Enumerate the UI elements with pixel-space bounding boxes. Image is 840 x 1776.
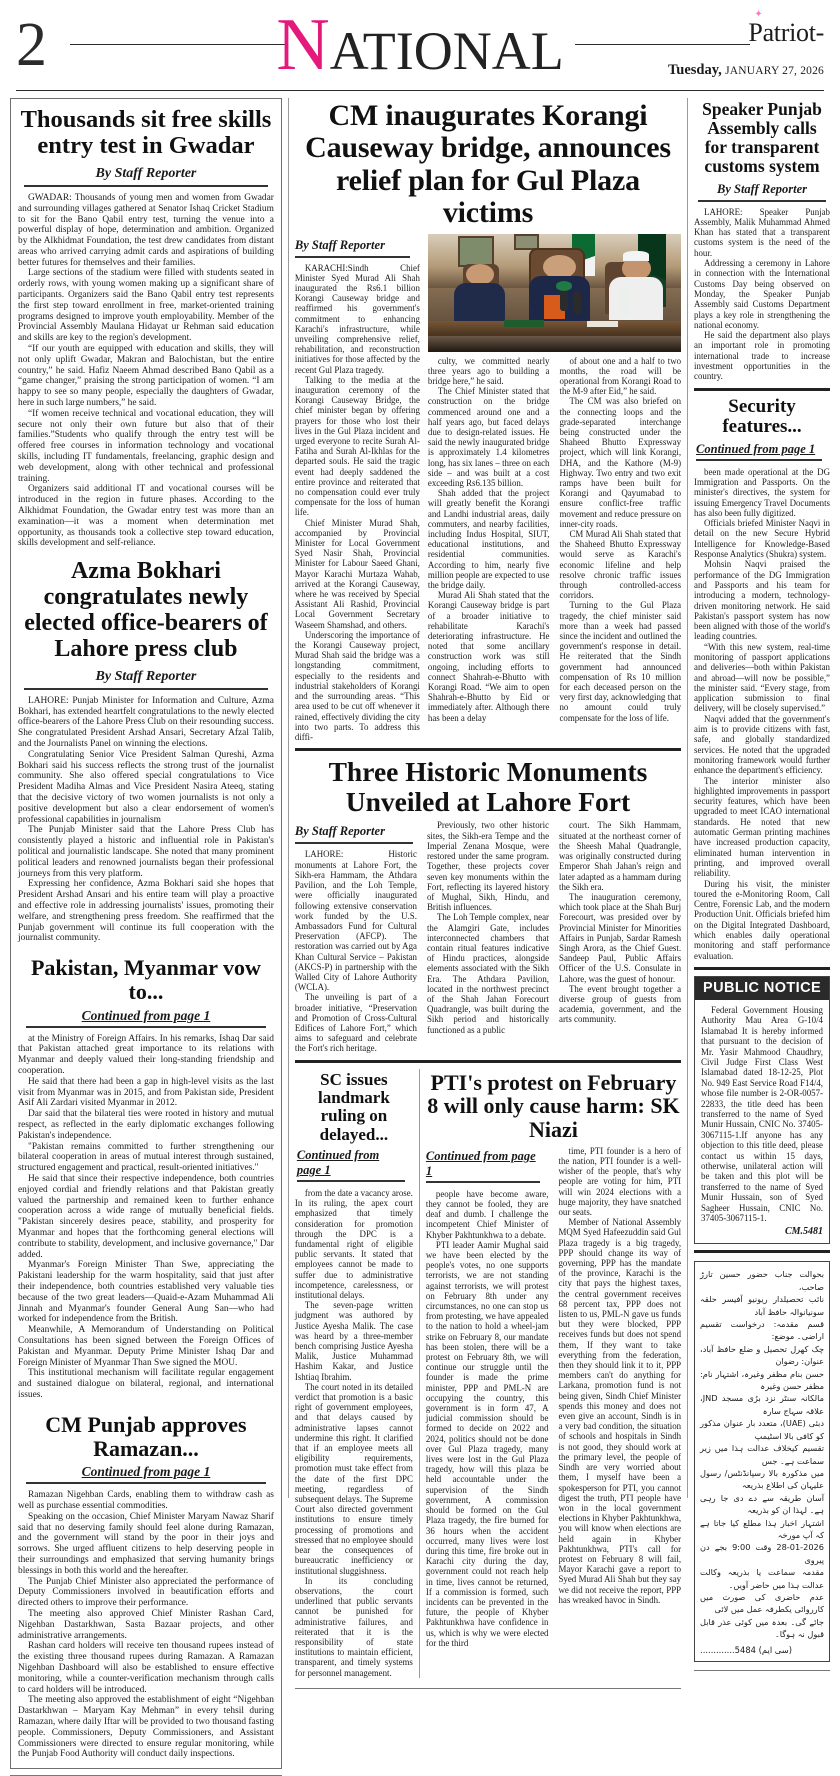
- urdu-public-notice-box: [694, 1261, 830, 1661]
- paragraph: Myanmar's Foreign Minister Than Swe, appreciating the Pakistani leadership for the warm hospitality, said that just after their independence, both countries established very valuable ties because of the two great leaders—Quaid-e-Azam Muhammad Ali Jinnah and Myanmar's founder General Aung San—who had worked for independence from the British.: [18, 1260, 274, 1325]
- urdu-line: مالکانہ سنٹر نزد بڑی مسجد JND، علاقہ سہاج سارہ: [700, 1393, 824, 1416]
- urdu-line: چک کھرل تحصیل و ضلع حافظ آباد، عنوان: رضوان: [700, 1343, 824, 1367]
- continued-from-cm-punjab: Continued from page 1: [26, 1464, 266, 1484]
- section-divider: [295, 1060, 681, 1063]
- public-notice-box: [694, 976, 830, 1245]
- paragraph: Murad Ali Shah stated that the Korangi Causeway bridge is part of a broader initiative to rehabilitate Karachi's deteriorating infrastructure. He noted that some ancillary construction work was still ongoing, including efforts to connect Shahrah-e-Bhutto with Korangi Road. “We aim to open Shahrah-e-Bhutto by Eid or immediately after. Although there has been a delay: [427, 590, 550, 723]
- paragraph: GWADAR: Thousands of young men and women from Gwadar and surrounding villages gathered at Senator Ishaq Cricket Stadium to sit for the Bano Qabil entry test, turning the venue into a powerful display of hope, determination and ambition. Organized by the Alkhidmat Foundation, the test drew candidates from distant areas who arrived carrying admit cards and aspirations of building better futures for themselves and their families.: [18, 192, 274, 268]
- paragraph: In its concluding observations, the court underlined that public servants cannot be punished for administrative failures, and reiterated that it is the responsibility of state institutions to maintain efficient, transparent, and timely systems for personnel management.: [294, 1575, 413, 1678]
- dateline: [668, 62, 824, 79]
- paragraph: Officials briefed Minister Naqvi in detail on the new Secure Hybrid Intelligence for Knowledge-Based Response Analytics (Shukra) system.: [694, 518, 830, 560]
- headline-security-features: Security features...: [722, 395, 802, 438]
- paragraph: Meanwhile, A Memorandum of Understanding on Political Consultations has been signed between the Foreign Offices of Pakistan and Myanmar. Deputy Prime Minister Ishaq Dar and Foreign Minister of Myanmar Than Swe signed the MOU.: [18, 1325, 274, 1368]
- byline-azma-bokhari: By Staff Reporter: [24, 667, 268, 690]
- section-title-initial: N: [276, 4, 330, 86]
- continued-from-pti: Continued from page 1: [426, 1149, 541, 1183]
- headline-cm-punjab-ramazan: CM Punjab approves Ramazan...: [45, 1411, 247, 1461]
- paragraph: The meeting also approved Chief Minister Rashan Card, Nigehban Dastarkhwan, Sasta Bazaar projects, and other administrative arrangements.: [18, 1609, 274, 1641]
- headline-korangi-causeway: CM inaugurates Korangi Causeway bridge, announces relief plan for Gul Plaza victims: [305, 99, 671, 230]
- headline-sc-ruling: SC issues landmark ruling on delayed...: [317, 1069, 390, 1144]
- brand-block: [667, 9, 824, 79]
- paragraph: This institutional mechanism will facilitate regular engagement and sustained dialogue on bilateral, regional, and international issues.: [18, 1368, 274, 1400]
- byline-gwadar-skills: By Staff Reporter: [24, 164, 268, 187]
- photo-murad-ali-shah-press-conference: [428, 234, 681, 352]
- paragraph: court. The Sikh Hammam, situated at the northeast corner of the Sheesh Mahal Quadrangle, was originally constructed during Emperor Shah Jahan's reign and later adapted as a hammam during the Sikh era.: [559, 820, 682, 892]
- masthead: [10, 4, 830, 92]
- dateline-date: JANUARY 27, 2026: [725, 65, 824, 77]
- paragraph: of about one and a half to two months, the road will be operational from Korangi Road to the M-9 after Eid,” he said.: [559, 355, 682, 397]
- brand-label: Patriot: [748, 18, 816, 47]
- paragraph: Large sections of the stadium were filled with students seated in orderly rows, with young women making up a significant share of participants. Organizers said the Bano Qabil entry test represents the first step toward enrollment in free, market-oriented training programs designed to improve youth employability. Member of the Provincial Assembly Maulana Hidayat ur Rehman said education and skills are key to the region's development.: [18, 268, 274, 344]
- section-divider: [694, 967, 830, 970]
- urdu-line: قسم مقدمہ: درخواست تقسیم اراضی۔ موضع:: [700, 1319, 824, 1342]
- monuments-col-1: [295, 820, 417, 1053]
- urdu-line: 28-01-2026 وقت 9:00 بجے دن پیروی: [700, 1542, 824, 1565]
- paragraph: The event brought together a diverse group of guests from academia, government, and the arts community.: [559, 983, 682, 1025]
- paragraph: Organizers said additional IT and vocational courses will be introduced in the region in future phases. According to the Alkhidmat Foundation, the Gwadar entry test was more than an examination—it was a moment when determination met opportunity, as thousands took a collective step toward education, skills development and self-reliance.: [18, 484, 274, 549]
- paragraph: Shah added that the project will greatly benefit the Korangi and Landhi industrial areas, daily commuters, and nearby facilities, including Indus Hospital, SIUT, educational institutions, and residential communities. According to him, nearly five million people are expected to use the bridge daily.: [427, 488, 550, 591]
- monuments-col-3: [559, 820, 681, 1053]
- public-notice-body: [695, 1000, 829, 1244]
- byline-speaker-punjab: By Staff Reporter: [698, 180, 826, 202]
- lead-text-col-3: [559, 356, 681, 723]
- headline-pti-protest: PTI's protest on February 8 will only cause harm: SK Niazi: [427, 1069, 680, 1143]
- section-divider: [295, 748, 681, 751]
- lead-photo-and-cols: [428, 234, 681, 743]
- pti-col-2: [558, 1146, 681, 1648]
- paragraph: He said that since their respective independence, both countries enjoyed cordial and friendly relations and that Pakistan greatly valued the partnership and remained keen to further enhance cooperation across a wide range of mutually beneficial fields. "Pakistan sincerely desires peace, stability, and prosperity for Myanmar and hopes that the forthcoming general elections will contribute to stability, development, and inclusive governance," Dar added.: [18, 1174, 274, 1260]
- continued-from-security: Continued from page 1: [696, 442, 822, 461]
- paragraph: The meeting also approved the establishment of eight “Nigehban Dastarkhwan – Maryam Kay Mehman” in every tehsil during Ramazan, where daily Iftar will be provided to two thousand fasting people. Commissioners, Deputy Commissioners, and Assistant Commissioners were directed to ensure regular monitoring, while the Punjab Food Authority will conduct daily inspections.: [18, 1695, 274, 1760]
- paragraph: "Pakistan remains committed to further strengthening our bilateral cooperation in areas of mutual interest through sustained, structured engagement and practical, result-oriented initiatives.": [18, 1141, 274, 1174]
- spacer: [417, 820, 427, 1053]
- monuments-col-2: [427, 820, 549, 1053]
- paragraph: The Loh Temple complex, near the Alamgiri Gate, includes interconnected chambers that contain ritual features indicative of Hindu practices, alongside elements associated with the Sikh Era. The Athdara Pavilion, located in the northwest precinct of the Shah Jahan Forecourt Quadrangle, was built during the Sikh period and historically functioned as a public: [426, 912, 550, 1035]
- paragraph: Talking to the media at the inauguration ceremony of the Korangi Causeway Bridge, the chief minister began by offering prayers for those who lost their lives in the Gul Plaza incident and urged everyone to recite Surah Al-Fatiha and Surah Al-Ikhlas for the departed souls. He said the tragic event had deeply saddened the entire province and reiterated that no compensation could ever truly compensate for the loss of human life.: [294, 374, 420, 518]
- spacer: [549, 356, 559, 723]
- urdu-line: حسن بنام مظفر وغیرہ، اشتہار نام: مظفر حسن وغیرہ: [700, 1368, 824, 1392]
- byline-monuments: By Staff Reporter: [295, 822, 413, 844]
- paragraph: Chief Minister Murad Shah, accompanied by Provincial Minister for Local Government Syed Nasir Shah, Provincial Minister for Labour Saeed Ghani, Mayor Karachi Murtaza Wahab, arrived at the Korangi Causeway, where he was received by Special Assistant Ali Rashid, Provincial Local Government Secretary Waseem Shamshad, and others.: [294, 517, 420, 630]
- dateline-day: Tuesday,: [667, 62, 722, 78]
- left-column: [10, 98, 288, 1760]
- paragraph: Underscoring the importance of the Korangi Causeway project, Murad Shah said the bridge was a longstanding commitment, especially to the residents and industrial stakeholders of Korangi and the surrounding areas. “This area used to be cut off whenever it rained, effectively dividing the city into two parts. To address this diffi-: [294, 629, 420, 742]
- paragraph: Expressing her confidence, Azma Bokhari said she hopes that President Arshad Ansari and his entire team will play a proactive and effective role in addressing journalists' issues, promoting their welfare, and strengthening press freedom. She reaffirmed that the Punjab government will continue its full cooperation with the journalist community.: [18, 879, 274, 944]
- paragraph: Naqvi added that the government's aim is to provide citizens with fast, safe, and globally standardized services. He noted that the upgraded monitoring framework would further enhance the department's efficiency.: [694, 713, 830, 776]
- paragraph: He said the department also plays an important role in promoting international trade to increase investment opportunities in the country.: [694, 330, 830, 382]
- paragraph: The inauguration ceremony, which took place at the Shah Burj Forecourt, was presided over by Provincial Minister for Minorities Affairs in Punjab, Sardar Ramesh Singh Arora, as the Chief Guest. Sandeep Paul, Public Affairs Officer of the U.S. Consulate in Lahore, was the guest of honour.: [559, 891, 682, 984]
- paragraph: The CM was also briefed on the connecting loops and the grade-separated interchange being constructed under the Shaheed Bhutto Expressway project, which will link Korangi, DHA, and the Kathore (M-9) Highway. Two entry and two exit ramps have been built for Korangi and Qayumabad to ensure conflict-free traffic movement and reduce pressure on inner-city roads.: [559, 396, 682, 529]
- page-grid: [10, 98, 830, 1760]
- paragraph: LAHORE: Punjab Minister for Information and Culture, Azma Bokhari, has extended heartfelt congratulations to the newly elected office-bearers of the Lahore Press Club on their resounding success. She congratulated President Arshad Ansari, Secretary Afzal Talib, and the Journalists Panel on winning the elections.: [18, 695, 274, 750]
- paragraph: from the date a vacancy arose. In its ruling, the apex court emphasized that timely consideration for promotion through the DPC is a fundamental right of eligible public servants. It stated that employees cannot be made to suffer due to administrative incompetence, carelessness, or institutional delays.: [294, 1187, 413, 1301]
- paragraph: Previously, two other historic sites, the Sikh-era Tempe and the Imperial Zenana Mosque, were restored under the same program. Together, these projects cover seven key monuments within the Fort, reflecting its layered history of Mughal, Sikh, Hindu, and British influences.: [426, 820, 550, 913]
- paragraph: Ramazan Nigehban Cards, enabling them to withdraw cash as well as purchase essential commodities.: [18, 1490, 274, 1512]
- masthead-bottom-rule: [16, 90, 824, 91]
- headline-azma-bokhari: Azma Bokhari congratulates newly elected office-bearers of Lahore press club: [24, 558, 268, 662]
- middle-column-footer-rule: [295, 1688, 681, 1689]
- section-title-rest: ATIONAL: [329, 21, 564, 81]
- paragraph: Congratulating Senior Vice President Salman Qureshi, Azma Bokhari said his success reflects the strong trust of the journalist community. She also offered special congratulations to Vice President Madiha Almas and Vice President Nasira Ateeq, stating that the decisive victory of two women journalists is not only a positive development but also a clear endorsement of women's professional capabilities in journalism: [18, 749, 274, 825]
- paragraph: culty, we committed nearly three years ago to building a bridge here,” he said.: [427, 355, 550, 386]
- right-column: [688, 98, 830, 1655]
- paragraph: LAHORE: Historic monuments at Lahore Fort, the Sikh-era Hammam, the Athdara Pavilion, and the Loh Temple, were officially inaugurated following extensive conservation work funded by the U.S. Ambassadors Fund for Cultural Preservation (AFCP). The restoration was carried out by Aga Khan Cultural Service – Pakistan (AKCS-P) in partnership with the Walled City of Lahore Authority (WCLA).: [294, 849, 417, 993]
- paragraph: Dar said that the bilateral ties were rooted in history and mutual respect, as reflected in the early diplomatic exchanges following Pakistan's independence.: [18, 1109, 274, 1141]
- headline-pakistan-myanmar: Pakistan, Myanmar vow to...: [30, 955, 261, 1004]
- brand-name: [748, 9, 824, 48]
- urdu-line: میں مذکورہ بالا رسپانڈنٹس/ رسول علیہان کی اطلاع بذریعہ: [700, 1467, 824, 1491]
- paragraph: The Punjab Minister said that the Lahore Press Club has consistently played a historic and influential role in Pakistan's political and journalistic landscape. She noted that many prominent political leaders and renowned journalists began their professional journeys from this very platform.: [18, 825, 274, 879]
- lead-text-col-1: [295, 234, 420, 743]
- paragraph: people have become aware, they cannot be fooled, they are deaf and dumb. I challenge the incompetent Chief Minister of Khyber Pakhtunkhwa to a debate.: [425, 1188, 549, 1240]
- urdu-line: دبئی (UAE)، متعدد بار عنوان مذکور کو کافی بالا اسٹیمپ: [700, 1418, 824, 1441]
- middle-column: [289, 98, 687, 1678]
- paragraph: The Chief Minister stated that construction on the bridge commenced around one and a half years ago, but faced delays due to design-related issues. He said the newly inaugurated bridge is approximately 1.4 kilometres long, has six lanes – three on each side – and was built at a cost exceeding Rs6.135 billion.: [427, 386, 550, 488]
- paragraph: The unveiling is part of a broader initiative, “Preservation and Promotion of Cross-Cultural Edifices of Lahore Fort,” which aims to safeguard and celebrate the Fort's rich heritage.: [294, 992, 417, 1054]
- urdu-notice-ref: (سی ایم) 5484.............: [700, 1644, 793, 1655]
- paragraph: Addressing a ceremony in Lahore in connection with the International Customs Day being observed on Monday, the Speaker Punjab Assembly said Customs Department plays a key role in strengthening the national economy.: [694, 258, 830, 330]
- paragraph: been made operational at the DG Immigration and Passports. On the minister's directives, the system for issuing Emergency Travel Documents has also been fully digitized.: [694, 466, 830, 518]
- urdu-line: عدم حاضری کی صورت میں کارروائی یکطرفہ عمل میں لائی: [700, 1591, 824, 1615]
- masthead-rule-left: [70, 44, 285, 45]
- paragraph: at the Ministry of Foreign Affairs. In his remarks, Ishaq Dar said that Pakistan attached great importance to its relations with Myanmar and deeply valued their long-standing friendship and cooperation.: [18, 1033, 274, 1077]
- page-title: [276, 4, 564, 86]
- paragraph: During his visit, the minister toured the e-Monitoring Room, Call Centre, Forensic Lab, and the modern Production Unit. Officials briefed him on the Digital Integrated Dashboard, which enables daily operational monitoring and staff performance evaluation.: [694, 878, 830, 961]
- paragraph: PTI leader Aamir Mughal said we have been elected by the people's votes, no one supports terrorists, we are not standing against terrorists, we will protest on February 8th under any circumstances, no one can stop us from protesting, we have appealed to the nation to hold a wheel-jam strike on February 8, our mandate has been stolen, there will be a protest on February 8th, we will continue our struggle until the founder is made the prime minister, PPP and PML-N are occupying the country, this government is in form 47, A judicial commission should be formed to decide on 2022 and 2024, politics should not be done over Gul Plaza tragedy, many lives were lost in the Gul Plaza tragedy, how will this plaza be held accountable under the supervision of the Sindh government, A commission should be formed on the Gul Plaza tragedy, the fire burned for 36 hours when the accident occurred, many lives were lost during this time, fire broke out in Karachi city during the day, government could not reach help in time, lives cannot be returned, If a commission is formed, such incidents can be prevented in the future, the people of Khyber Pakhtunkhwa have confidence in us, which is why we were elected for the third: [425, 1239, 549, 1648]
- spacer: [549, 820, 559, 1053]
- urdu-line: آسان طریقہ سے دے دی جا رہی ہے۔ لہذا ان کو بذریعہ: [700, 1492, 824, 1516]
- pti-col-1: [426, 1146, 549, 1648]
- brand-dash: -: [815, 18, 824, 47]
- right-column-footer-rule: [694, 1670, 830, 1671]
- urdu-line: اشتہار اخبار ہذا مطلع کیا جاتا ہے کہ آپ مورخہ: [700, 1517, 824, 1540]
- paragraph: The interior minister also highlighted improvements in passport security features, which have been upgraded to meet ICAO international standards. He noted that new automatic German printing machines have increased production capacity, eliminated human intervention in printing, and improved overall reliability.: [694, 775, 830, 879]
- section-divider: [694, 388, 830, 391]
- paragraph: LAHORE: Speaker Punjab Assembly, Malik Muhammad Ahmed Khan has stated that a transparent customs system is the need of the hour.: [694, 206, 830, 258]
- paragraph: Mohsin Naqvi praised the performance of the DG Immigration and Passports and his team for introducing a modern, technology-driven monitoring network. He said Pakistan's passport system has now been aligned with those of the world's leading countries.: [694, 559, 830, 642]
- continued-from-sc-ruling: Continued from page 1: [297, 1148, 405, 1182]
- paragraph: The Punjab Chief Minister also appreciated the performance of Deputy Commissioners involved in beautification efforts and directed others to improve their performance.: [18, 1576, 274, 1609]
- paragraph: “If our youth are equipped with education and skills, they will not only uplift Gwadar, Makran and Balochistan, but the entire country,” he said. Hafiz Naeem Ahmad described Bano Qabil as a “game changer,” praising the strong participation of women. “I am happy to see so many people, especially the daughters of Gwadar, here in such large numbers,” he said.: [18, 344, 274, 409]
- paragraph: The court noted in its detailed verdict that promotion is a basic right of government employees, and that delays caused by administrative lapses cannot undermine this right. It clarified that if an employee meets all eligibility requirements, promotion must take effect from the date of the first DPC meeting, regardless of subsequent delays. The Supreme Court also directed government institutions to ensure timely processing of promotions and stressed that no employee should bear the consequences of bureaucratic inefficiency or institutional sluggishness.: [294, 1381, 413, 1576]
- paragraph: CM Murad Ali Shah stated that the Shaheed Bhutto Expressway would serve as Karachi's economic lifeline and help resolve chronic traffic issues through controlled-access corridors.: [559, 529, 682, 601]
- continued-from-pakistan-myanmar: Continued from page 1: [26, 1008, 266, 1028]
- paragraph: Speaking on the occasion, Chief Minister Maryam Nawaz Sharif said that no deserving family should feel alone during Ramazan, and the government will stand by the poor in their joys and sorrows. She urged affluent citizens to help deserving people in their surroundings and emphasized that serving humanity brings blessings in both this world and the hereafter.: [18, 1511, 274, 1576]
- headline-gwadar-skills: Thousands sit free skills entry test in Gwadar: [20, 106, 272, 160]
- section-divider: [694, 1250, 830, 1253]
- spacer: [420, 234, 428, 743]
- public-notice-text: Federal Government Housing Authority Mau Area G-10/4 Islamabad It is hereby informed that pursuant to the decision of Mr. Yasir Mahmood Chaudhry, Civil Judge First Class West Islamabad dated 18-12-25, Plot No. 949 East Service Road F14/4, whose file number is 2-OR-0057-22833, the title deed has been transferred to the name of Syed Munir Hussain, CNIC No. 37405-3067115-1.If anyone has any objection to this title deed, please contact us within 15 days, otherwise, unilateral action will be taken and this plot will be transferred to the name of Syed Munir Hussain, son of Syed Sagheer Hussain, CNIC No. 37405-3067115-1.: [701, 1004, 823, 1224]
- byline-korangi: By Staff Reporter: [295, 236, 410, 258]
- urdu-line: نائب تحصیلدار ریونیو آفیسر حلقہ سونیانوالہ حافظ آباد: [700, 1294, 824, 1317]
- urdu-line: بحوالت جناب حضور حسین تارڑ صاحب،: [700, 1269, 824, 1292]
- paragraph: Rashan card holders will receive ten thousand rupees instead of the existing three thousand rupees during Ramazan. A Ramazan Nigehban Dashboard will also be established to ensure effective monitoring, while a counter-verification mechanism through calls to card holders will be introduced.: [18, 1641, 274, 1695]
- page-number: 2: [16, 11, 47, 79]
- headline-lahore-fort-monuments: Three Historic Monuments Unveiled at Lahore Fort: [328, 756, 648, 817]
- paragraph: “If women receive technical and vocational education, they will secure not only their own future but also that of their families.”Students who qualify through the entry test will be offered free courses in information technology and vocational skills, including IT fundamentals, freelancing, graphic design and web development, along with other technical and professional training.: [18, 408, 274, 484]
- paragraph: time, PTI founder is a hero of the nation, PTI founder is a well-wisher of the people, that's why people are voting for him, PTI will win 2024 elections with a huge majority, they have snatched our seats.: [558, 1145, 682, 1218]
- headline-speaker-punjab-customs: Speaker Punjab Assembly calls for transparent customs system: [702, 99, 822, 176]
- paragraph: The seven-page written judgment was authored by Justice Ayesha Malik. The case was heard by a three-member bench comprising Justice Ayesha Malik, Justice Muhammad Hashim Kakar, and Justice Ishtiaq Ibrahim.: [294, 1300, 413, 1382]
- paragraph: Member of National Assembly MQM Syed Hafeezuddin said Gul Plaza tragedy is a big tragedy, PPP should change its way of governing, PPP has the mandate of the province, Karachi is the city that pays the highest taxes, the central government receives 68 percent tax, PPP does not listen to us, PML-N gave us funds but they were blocked, PPP receives funds but does not spend them, If they want to take everything from the federation, then they should link it to it, PPP members can't do anything for Larkana, promotion fund is not being given, Sindh Chief Minister spends this money and does not even give an account, Sindh is in a very bad condition, the situation of schools and hospitals in Sindh is not good, they should work at the primary level, the people of Sindh are very worried about them, I myself have been a spokesperson for PTI, you cannot digest the truth, PTI people have won in the local government elections in Khyber Pakhtunkhwa, you will know when elections are held again in Khyber Pakhtunkhwa, PTI's call for protest on February 8 will fail, Mayor Karachi gave a report to Syed Murad Ali Shah but they say we did not receive the report, PPP has wreaked havoc in Sindh.: [558, 1217, 682, 1605]
- urdu-line: جائے گی۔ بعدہ میں کوئی عذر قابل قبول نہ ہوگا۔: [700, 1616, 824, 1640]
- article-sc-ruling: [295, 1069, 413, 1678]
- paragraph: “With this new system, real-time monitoring of passport applications and deliveries—both within Pakistan and abroad—will now be possible,” the minister said. “Every stage, from application submission to final delivery, will be closely supervised.”: [694, 641, 830, 714]
- brand-tick-icon: ✦: [754, 9, 763, 20]
- spacer: [548, 1146, 558, 1648]
- article-gwadar-skills: [10, 98, 282, 1769]
- article-pti-protest: [426, 1069, 681, 1678]
- paragraph: He said that there had been a gap in high-level visits as the last visit from Myanmar was in 2015, and from Pakistan side, President Asif Ali Zardari visited Myanmar in 2012.: [18, 1076, 274, 1109]
- paragraph: KARACHI:Sindh Chief Minister Syed Murad Ali Shah inaugurated the Rs6.1 billion Korangi Causeway bridge and reaffirmed his government's commitment to enhancing Karachi's infrastructure, while unveiling comprehensive relief, rehabilitation, and reconstruction initiatives for those affected by the recent Gul Plaza tragedy.: [294, 262, 420, 375]
- column-divider: [419, 1069, 420, 1678]
- public-notice-title: PUBLIC NOTICE: [695, 977, 829, 1000]
- public-notice-ref: CM.5481: [784, 1226, 823, 1238]
- urdu-line: تقسیم کیخلاف عدالت ہذا میں زیر سماعت ہے۔ جس: [700, 1443, 824, 1466]
- lead-text-col-2: [428, 356, 550, 723]
- urdu-line: مقدمہ سماعت یا بذریعہ وکالت عدالت ہذا میں حاضر آویں۔: [700, 1567, 824, 1590]
- paragraph: Turning to the Gul Plaza tragedy, the chief minister said more than a week had passed since the incident and outlined the government's response in detail. He reiterated that the Sindh government had announced compensation of Rs 10 million for each deceased person on the very first day, acknowledging that no amount could truly compensate for the loss of life.: [559, 600, 682, 723]
